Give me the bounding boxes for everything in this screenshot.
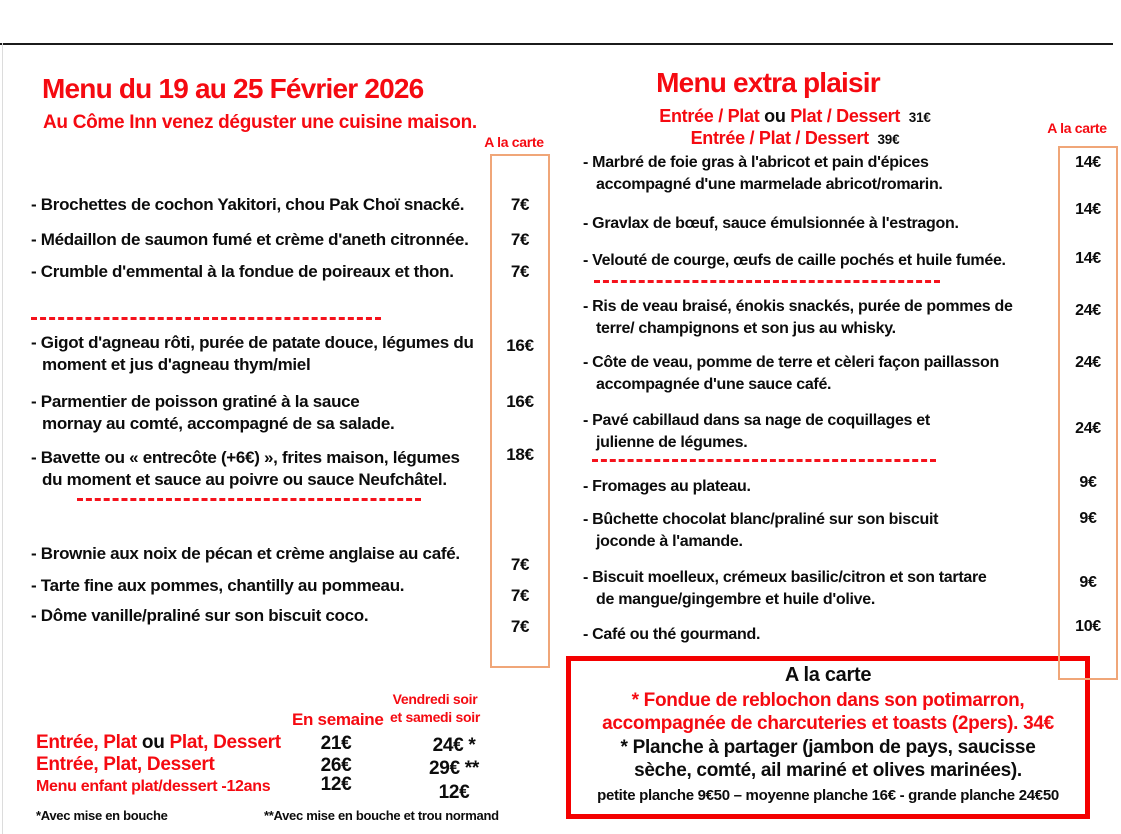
menu-item [31, 332, 474, 376]
menu-item [583, 352, 1053, 396]
formules-header-weekend-line2: et samedi soir [390, 709, 480, 725]
carte-box-black-line-2: sèche, comté, ail mariné et olives marinées). [634, 760, 1022, 781]
formule-row-2-weekend-price: 29€ ** [429, 758, 479, 779]
page-edge-line [2, 43, 3, 834]
carte-box-price-line: petite planche 9€50 – moyenne planche 16€ - grande planche 24€50 [597, 787, 1059, 804]
menu-item-text: - Crumble d'emmental à la fondue de poireaux et thon. [31, 262, 454, 281]
right-menu-title: Menu extra plaisir [656, 67, 880, 98]
formule-row-1-label-part2: Plat, Dessert [169, 732, 281, 753]
menu-item-text-line2: julienne de légumes. [596, 434, 748, 451]
menu-item-text: - Pavé cabillaud dans sa nage de coquillages et [583, 412, 930, 429]
right-formula-1-price: 31€ [908, 110, 931, 125]
right-formula-1 [595, 106, 995, 127]
formule-row-1-label-part1: Entrée, Plat [36, 732, 137, 753]
menu-item-price: 18€ [506, 445, 534, 464]
right-formula-1-part1: Entrée / Plat [659, 106, 760, 126]
menu-item-text: - Bûchette chocolat blanc/praliné sur son biscuit [583, 511, 939, 528]
menu-item-price: 7€ [510, 195, 530, 214]
left-a-la-carte-label: A la carte [484, 134, 544, 150]
menu-item [583, 567, 1053, 611]
menu-item-text: - Velouté de courge, œufs de caille pochés et huile fumée. [583, 252, 1006, 269]
formule-row-3-weekend-price: 12€ [438, 782, 470, 803]
left-menu-subtitle: Au Côme Inn venez déguster une cuisine maison. [43, 112, 477, 133]
carte-box-black-line-1: * Planche à partager (jambon de pays, saucisse [620, 737, 1036, 758]
formule-row-3-label: Menu enfant plat/dessert -12ans [36, 778, 271, 795]
right-formula-2 [595, 128, 995, 149]
menu-item-price: 16€ [506, 392, 534, 411]
dashed-separator [77, 498, 421, 501]
menu-item-price: 14€ [1075, 154, 1101, 171]
top-horizontal-rule [0, 43, 1113, 45]
formule-row-1-week-price: 21€ [320, 733, 352, 754]
dashed-separator [31, 317, 381, 320]
menu-item-price: 7€ [510, 555, 530, 574]
menu-item-text: - Fromages au plateau. [583, 478, 751, 495]
right-price-column-box [1058, 146, 1118, 680]
right-formula-1-part2: Plat / Dessert [790, 106, 901, 126]
menu-item [583, 509, 1053, 553]
formules-header-week: En semaine [292, 710, 384, 729]
menu-item-price: 16€ [506, 336, 534, 355]
menu-item-text: - Marbré de foie gras à l'abricot et pain d'épices [583, 154, 929, 171]
formule-row-1-label [36, 732, 281, 754]
menu-item-text-line2: moment et jus d'agneau thym/miel [42, 355, 311, 374]
menu-item-price: 7€ [510, 617, 530, 636]
menu-item-text: - Médaillon de saumon fumé et crème d'aneth citronnée. [31, 230, 469, 249]
right-formula-1-ou: ou [764, 106, 786, 126]
a-la-carte-box-title: A la carte [784, 664, 872, 686]
menu-item [31, 229, 469, 251]
menu-item-price: 24€ [1075, 420, 1101, 437]
menu-item-price: 9€ [1079, 510, 1097, 527]
formule-row-1-weekend-price: 24€ * [432, 735, 476, 756]
menu-item [583, 624, 1053, 646]
formule-row-1-label-ou: ou [141, 732, 165, 753]
menu-item-price: 7€ [510, 262, 530, 281]
menu-item-text: - Tarte fine aux pommes, chantilly au pommeau. [31, 576, 405, 595]
menu-item-text-line2: mornay au comté, accompagné de sa salade. [42, 414, 395, 433]
formules-header-weekend-line1: Vendredi soir [392, 691, 478, 707]
a-la-carte-box [566, 656, 1090, 819]
menu-item-text: - Brochettes de cochon Yakitori, chou Pak Choï snacké. [31, 195, 465, 214]
left-menu-title: Menu du 19 au 25 Février 2026 [42, 73, 424, 104]
menu-item-text: - Parmentier de poisson gratiné à la sauce [31, 392, 360, 411]
menu-item-price: 24€ [1075, 354, 1101, 371]
menu-item-text: - Café ou thé gourmand. [583, 626, 761, 643]
menu-item [31, 261, 454, 283]
menu-item [583, 476, 1053, 498]
menu-item [31, 194, 464, 216]
menu-item [583, 410, 1053, 454]
menu-item-text: - Bavette ou « entrecôte (+6€) », frites maison, légumes [31, 448, 460, 467]
menu-item-text: - Gigot d'agneau rôti, purée de patate douce, légumes du [31, 333, 474, 352]
right-formula-2-label: Entrée / Plat / Dessert [690, 128, 869, 148]
formule-row-3-week-price: 12€ [320, 774, 352, 795]
menu-item-price: 7€ [510, 230, 530, 249]
menu-item-text-line2: du moment et sauce au poivre ou sauce Neufchâtel. [42, 470, 447, 489]
menu-item-text-line2: de mangue/gingembre et huile d'olive. [596, 591, 875, 608]
menu-item-price: 7€ [510, 586, 530, 605]
menu-item [583, 152, 1053, 196]
menu-item-price: 9€ [1079, 574, 1097, 591]
menu-item-text: - Biscuit moelleux, crémeux basilic/citron et son tartare [583, 569, 987, 586]
menu-item-text-line2: accompagnée d'une sauce café. [596, 376, 832, 393]
footnote-2: **Avec mise en bouche et trou normand [264, 808, 499, 823]
menu-item [583, 296, 1053, 340]
menu-item-price: 10€ [1075, 618, 1101, 635]
menu-item-text-line2: terre/ champignons et son jus au whisky. [596, 320, 896, 337]
menu-item-text: - Gravlax de bœuf, sauce émulsionnée à l'estragon. [583, 215, 959, 232]
menu-item-text: - Dôme vanille/praliné sur son biscuit coco. [31, 606, 369, 625]
right-formula-2-price: 39€ [877, 132, 900, 147]
menu-item-text-line2: accompagné d'une marmelade abricot/romarin. [596, 176, 943, 193]
menu-item [583, 250, 1053, 272]
menu-item [31, 605, 368, 627]
menu-item-text-line2: joconde à l'amande. [596, 533, 743, 550]
right-a-la-carte-label: A la carte [1047, 120, 1107, 136]
menu-item-text: - Ris de veau braisé, énokis snackés, purée de pommes de [583, 298, 1013, 315]
menu-item [583, 213, 1053, 235]
menu-item [31, 575, 404, 597]
menu-item [31, 543, 460, 565]
footnote-1: *Avec mise en bouche [36, 808, 168, 823]
menu-item-text: - Brownie aux noix de pécan et crème anglaise au café. [31, 544, 460, 563]
menu-item-price: 14€ [1075, 250, 1101, 267]
menu-item-text: - Côte de veau, pomme de terre et cèleri façon paillasson [583, 354, 999, 371]
dashed-separator [592, 459, 936, 462]
formules-header-weekend [372, 690, 498, 726]
menu-item-price: 9€ [1079, 474, 1097, 491]
menu-item [31, 391, 394, 435]
menu-item-price: 24€ [1075, 302, 1101, 319]
carte-box-red-line-1: * Fondue de reblochon dans son potimarron, [631, 690, 1025, 711]
menu-item [31, 447, 460, 491]
formule-row-2-label: Entrée, Plat, Dessert [36, 754, 215, 775]
carte-box-red-line-2: accompagnée de charcuteries et toasts (2pers). 34€ [602, 713, 1054, 734]
menu-item-price: 14€ [1075, 201, 1101, 218]
formule-row-2-week-price: 26€ [320, 755, 352, 776]
dashed-separator [594, 280, 940, 283]
